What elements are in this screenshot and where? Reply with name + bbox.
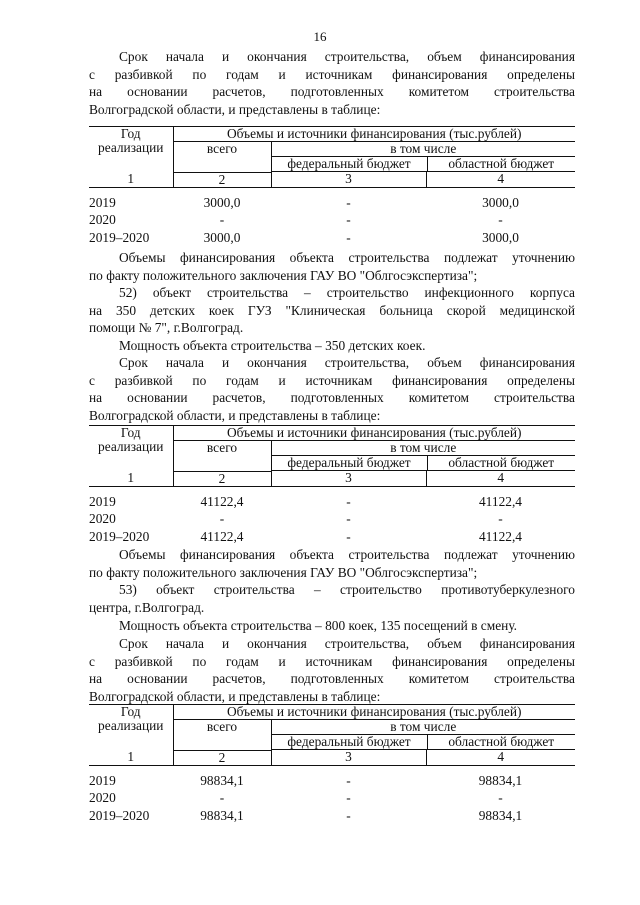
cell-federal: - — [346, 807, 351, 823]
cell-total: - — [219, 212, 225, 227]
text-line: 53) объект строительства – строительство противотуберкулезного — [119, 582, 575, 597]
text-line: на основании расчетов, подготовленных комитетом строительства — [89, 671, 575, 686]
note-paragraph-2 — [89, 546, 575, 581]
cell-year: 2019–2020 — [89, 528, 150, 544]
cell-regional: - — [498, 212, 503, 227]
text-line: по факту положительного заключения ГАУ ВО "Облгосэкспертиза"; — [89, 564, 478, 580]
text-line: по факту положительного заключения ГАУ ВО "Облгосэкспертиза"; — [89, 267, 478, 283]
header-volumes: Объемы и источники финансирования (тыс.рублей) — [173, 705, 575, 720]
intro-paragraph-1 — [89, 48, 575, 118]
cell-year: 2019–2020 — [89, 807, 150, 823]
table-row — [89, 772, 575, 790]
cell-total: 98834,1 — [200, 772, 244, 788]
cell-total: - — [219, 790, 225, 805]
header-including: в том числе — [272, 720, 576, 735]
header-federal: федеральный бюджет — [272, 735, 428, 749]
cell-regional: - — [498, 511, 503, 526]
cell-federal: - — [346, 229, 351, 245]
header-regional: областной бюджет — [448, 455, 555, 470]
text-line: Срок начала и окончания строительства, объем финансирования — [119, 355, 575, 370]
col-number: 2 — [173, 750, 271, 765]
col-number: 1 — [89, 750, 173, 765]
text-line: на основании расчетов, подготовленных комитетом строительства — [89, 84, 575, 99]
col-number: 4 — [426, 471, 575, 486]
header-federal: федеральный бюджет — [272, 456, 428, 470]
col-number: 2 — [173, 172, 271, 187]
cell-federal: - — [346, 528, 351, 544]
cell-regional: 3000,0 — [482, 194, 519, 210]
text-line: на основании расчетов, подготовленных комитетом строительства — [89, 390, 575, 405]
financing-table-3 — [89, 704, 575, 824]
text-line: Объемы финансирования объекта строительства подлежат уточнению — [119, 547, 575, 562]
text-line: 52) объект строительства – строительство инфекционного корпуса — [119, 285, 575, 300]
header-subgroup — [271, 142, 575, 173]
header-total: всего — [173, 720, 271, 751]
table-row — [89, 229, 575, 247]
cell-year: 2020 — [89, 790, 116, 805]
financing-table-1 — [89, 126, 575, 246]
header-volumes: Объемы и источники финансирования (тыс.рублей) — [173, 127, 575, 142]
cell-regional: 41122,4 — [478, 493, 523, 509]
cell-year: 2020 — [89, 511, 116, 526]
item-52-paragraph — [89, 284, 575, 337]
text-line: с разбивкой по годам и источникам финансирования определены — [89, 372, 575, 388]
table-row — [89, 510, 575, 528]
header-total: всего — [173, 142, 271, 173]
cell-year: 2020 — [89, 212, 116, 227]
text-line: с разбивкой по годам и источникам финансирования определены — [89, 66, 575, 82]
cell-federal: - — [346, 511, 351, 526]
header-year: Год реализации — [89, 426, 173, 472]
text-line: Волгоградской области, и представлены в таблице: — [89, 407, 381, 423]
text-line: помощи № 7", г.Волгоград. — [89, 320, 244, 335]
cell-regional: - — [498, 790, 503, 805]
text-line: Волгоградской области, и представлены в таблице: — [89, 101, 381, 117]
capacity-paragraph-2 — [89, 617, 575, 635]
text-line: с разбивкой по годам и источникам финансирования определены — [89, 653, 575, 669]
cell-year: 2019 — [89, 493, 116, 509]
cell-year: 2019 — [89, 194, 116, 210]
header-federal: федеральный бюджет — [272, 157, 428, 171]
cell-regional: 3000,0 — [482, 229, 519, 245]
financing-table-2 — [89, 425, 575, 545]
col-number: 4 — [426, 750, 575, 765]
text-line: Мощность объекта строительства – 800 коек, 135 посещений в смену. — [119, 618, 518, 633]
cell-total: 98834,1 — [200, 807, 244, 823]
table-row — [89, 211, 575, 229]
table-row — [89, 789, 575, 807]
header-regional: областной бюджет — [448, 734, 555, 749]
cell-total: 3000,0 — [203, 229, 241, 245]
table-row — [89, 528, 575, 546]
item-53-paragraph — [89, 581, 575, 616]
cell-regional: 98834,1 — [478, 772, 523, 788]
text-line: центра, г.Волгоград. — [89, 599, 205, 615]
header-subgroup — [271, 441, 575, 472]
header-including: в том числе — [272, 142, 576, 157]
header-including: в том числе — [272, 441, 576, 456]
text-line: Срок начала и окончания строительства, объем финансирования — [119, 636, 575, 651]
header-year: Год реализации — [89, 127, 173, 173]
table-row — [89, 807, 575, 825]
col-number: 1 — [89, 172, 173, 187]
text-line: Волгоградской области, и представлены в таблице: — [89, 688, 381, 704]
header-volumes: Объемы и источники финансирования (тыс.рублей) — [173, 426, 575, 441]
cell-year: 2019 — [89, 772, 116, 788]
col-number: 3 — [271, 172, 426, 187]
header-total: всего — [173, 441, 271, 472]
header-regional: областной бюджет — [448, 156, 555, 171]
page-number: 16 — [313, 29, 327, 44]
cell-regional: 41122,4 — [478, 528, 523, 544]
table-row — [89, 194, 575, 212]
cell-federal: - — [346, 212, 351, 227]
col-number: 3 — [271, 750, 426, 765]
cell-federal: - — [346, 493, 351, 509]
note-paragraph-1 — [89, 249, 575, 284]
header-subgroup — [271, 720, 575, 751]
col-number: 3 — [271, 471, 426, 486]
cell-total: - — [219, 511, 225, 526]
capacity-paragraph-1 — [89, 337, 575, 355]
text-line: Объемы финансирования объекта строительства подлежат уточнению — [119, 250, 575, 265]
col-number: 2 — [173, 471, 271, 486]
intro-paragraph-3 — [89, 635, 575, 705]
cell-total: 41122,4 — [200, 528, 244, 544]
col-number: 4 — [426, 172, 575, 187]
cell-regional: 98834,1 — [478, 807, 523, 823]
col-number: 1 — [89, 471, 173, 486]
cell-year: 2019–2020 — [89, 229, 150, 245]
text-line: на 350 детских коек ГУЗ "Клиническая больница скорой медицинской — [89, 302, 575, 318]
header-year: Год реализации — [89, 705, 173, 751]
cell-total: 3000,0 — [203, 194, 241, 210]
table-row — [89, 493, 575, 511]
cell-federal: - — [346, 790, 351, 805]
intro-paragraph-2 — [89, 354, 575, 424]
cell-federal: - — [346, 772, 351, 788]
cell-total: 41122,4 — [200, 493, 244, 509]
text-line: Срок начала и окончания строительства, объем финансирования — [119, 49, 575, 64]
text-line: Мощность объекта строительства – 350 детских коек. — [119, 338, 426, 353]
cell-federal: - — [346, 194, 351, 210]
